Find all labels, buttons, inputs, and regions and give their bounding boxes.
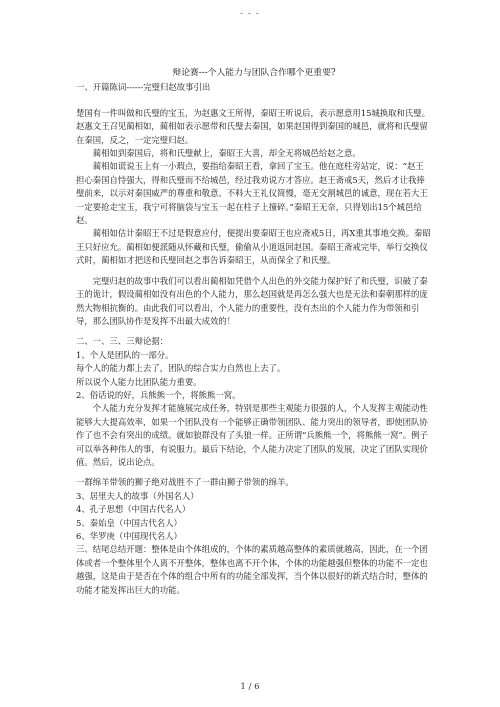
section-3-summary: 三、结尾总结开题：整体是由个体组成的，个体的素质越高整体的素质就越高，因此，在一个团体或者一个整体里个人离不开整体，整体也离不开个体，个体的功能越强但整体的功能不一定也越强，这是由于是否在个体的组合中所有的功能全部发挥，当个体以很好的新式结合时，整体的功能才能发挥出巨大的功能。: [76, 544, 428, 595]
document-title: 辩论赛---个人能力与团队合作哪个更重要?: [172, 68, 336, 78]
argument-1-text-2: 所以说个人能力比团队能力重要。: [76, 376, 202, 387]
argument-2-heading: 2、俗话说的好，兵熊熊一个，将熊熊一窝。: [76, 389, 241, 400]
conclusion-paragraph: 完璧归赵的故事中我们可以看出蔺相如凭借个人出色的外交能力保护好了和氏璧，识破了秦王的诡计，假设蔺相如没有出色的个人能力，那么赵国就是再怎么强大也是无法和秦朝那样的庞然大物相抗衡的。由此我们可以看出，个人能力的重要性，没有杰出的个人能力作为带领和引导，那么团队协作是发挥不出最大成效的！: [76, 275, 428, 326]
argument-item: 5、秦始皇（中国古代名人）: [76, 517, 182, 528]
section-1-heading: 一、开篇陈词------完璧归赵故事引出: [76, 82, 211, 93]
argument-item: 6、华罗庚（中国现代名人）: [76, 531, 182, 541]
story-paragraph-3: 蔺相如谎说玉上有一小瑕点，要指给秦昭王看，拿回了宝玉。他在庭柱旁站定，说：“赵王担心秦国自恃强大，得和氏璧而不给城邑，经过我劝说方才答应。赵王斋戒5天，然后才让我捧璧前来，以示对秦国威严的尊重和敬意。不料大王礼仪简慢，毫无交割城邑的诚意，现在若大王一定要抢走宝玉，我宁可将脑袋与宝玉一起在柱子上撞碎。”秦昭王无奈，只得划出15个城邑给赵。: [76, 161, 428, 226]
story-paragraph-2: 蔺相如到秦国后，将和氏璧献上，秦昭王大喜，却全无将城邑给赵之意。: [92, 148, 361, 159]
argument-item: 3、居里夫人的故事（外国名人）: [76, 490, 199, 501]
argument-1-text-1: 每个人的能力都上去了，团队的综合实力自然也上去了。: [76, 363, 286, 374]
argument-1-heading: 1、个人是团队的一部分。: [76, 349, 174, 360]
page-number: 1 / 6: [240, 682, 260, 692]
story-paragraph-1: 楚国有一件叫做和氏璧的宝玉，为赵惠文王所得，秦昭王听说后，表示愿意用15城换取和氏璧。赵惠文王召见蔺相如，蔺相如表示愿带和氏璧去秦国，如果赵国得到秦国的城邑，就将和氏璧留在秦国，反之，一定完璧归赵。: [76, 107, 431, 145]
argument-item: 4、孔子思想（中国古代名人）: [76, 504, 191, 515]
argument-2-text: 个人能力充分发挥才能施展完成任务，特别是那些主观能力很强的人，个人发挥主观能动性能够大大提高效率，如果一个团队没有一个能够正确带领团队、能力突出的领导者，即使团队协作了也不会有突出的成绩。就如狼群没有了头狼一样。正所谓“兵熊熊一个，将熊熊一窝”。例子可以举各种伟人的事，有说服力。最后下结论，个人能力决定了团队的发展，决定了团队实现价值。然后，说出论点。: [76, 403, 428, 467]
argument-3-quote: 一群绵羊带领的狮子绝对战胜不了一群由狮子带领的绵羊。: [76, 477, 294, 488]
document-body: [76, 67, 432, 597]
header-mark: - - -: [240, 9, 260, 19]
story-paragraph-4: 蔺相如估计秦昭王不过是假意应付，便提出要秦昭王也应斋戒5日，再X重其事地交换。秦昭王只好应允。蔺相如便派随从怀藏和氏璧，偷偷从小道返回赵国。秦昭王斋戒完毕，举行交换仪式时，蔺相如才把送和氏璧回赵之事告诉秦昭王，从而保全了和氏璧。: [76, 228, 431, 266]
section-2-heading: 二、一、三、三辩论据：: [76, 336, 169, 347]
